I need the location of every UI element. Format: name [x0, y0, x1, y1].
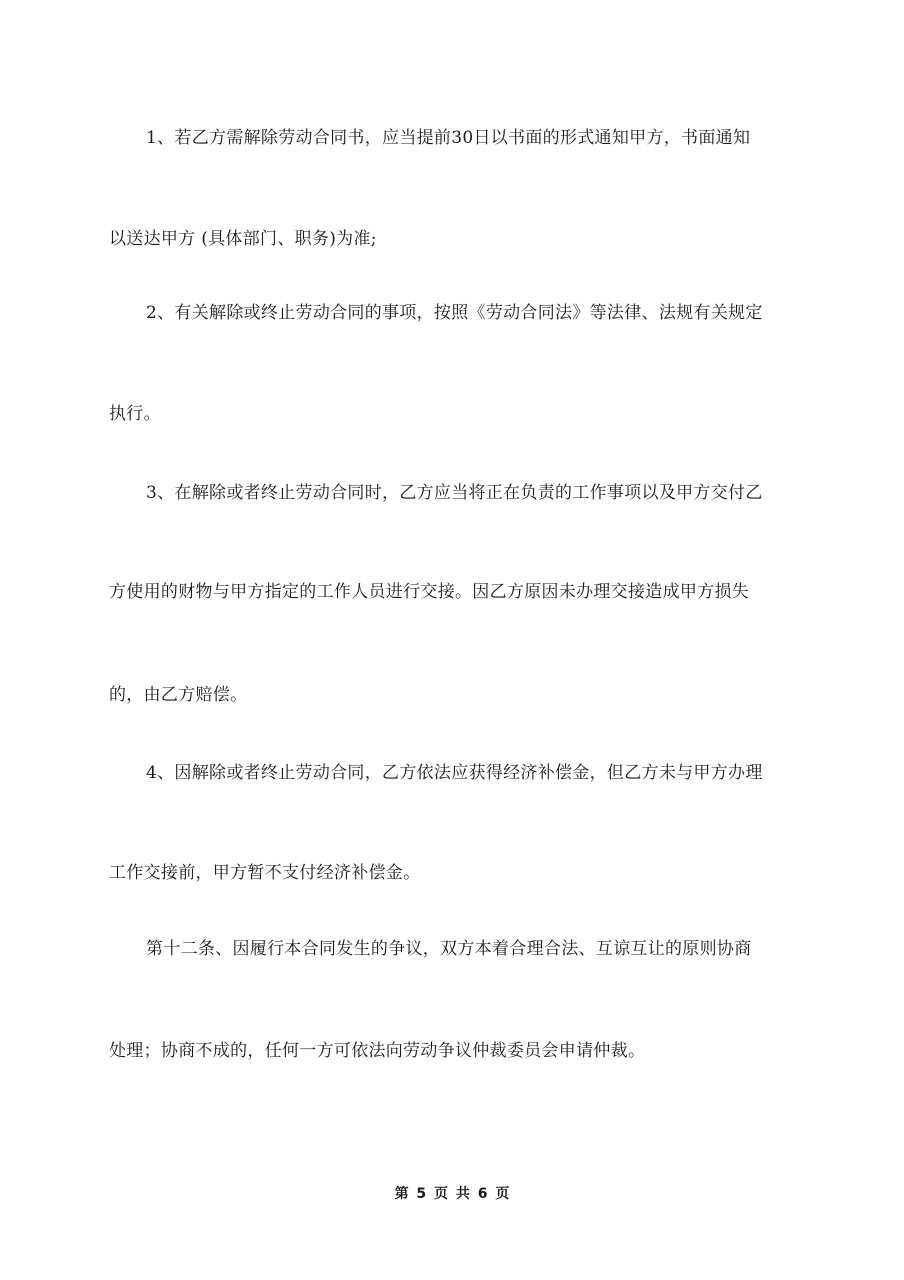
paragraph-4-line-2: 工作交接前，甲方暂不支付经济补偿金。 [109, 863, 421, 883]
paragraph-1-line-1: 1、若乙方需解除劳动合同书，应当提前30日以书面的形式通知甲方，书面通知 [146, 128, 751, 148]
paragraph-2-line-2: 执行。 [109, 404, 161, 424]
paragraph-4-line-1: 4、因解除或者终止劳动合同，乙方依法应获得经济补偿金，但乙方未与甲方办理 [146, 763, 763, 783]
page-number-footer: 第 5 页 共 6 页 [394, 1186, 510, 1202]
paragraph-3-line-2: 方使用的财物与甲方指定的工作人员进行交接。因乙方原因未办理交接造成甲方损失 [109, 582, 750, 602]
paragraph-1-line-2: 以送达甲方 (具体部门、职务)为准; [109, 229, 377, 249]
article-12-line-2: 处理；协商不成的，任何一方可依法向劳动争议仲裁委员会申请仲裁。 [109, 1041, 646, 1061]
paragraph-3-line-3: 的，由乙方赔偿。 [109, 685, 248, 705]
paragraph-3-line-1: 3、在解除或者终止劳动合同时，乙方应当将正在负责的工作事项以及甲方交付乙 [146, 483, 763, 503]
paragraph-2-line-1: 2、有关解除或终止劳动合同的事项，按照《劳动合同法》等法律、法规有关规定 [146, 303, 763, 323]
article-12-line-1: 第十二条、因履行本合同发生的争议，双方本着合理合法、互谅互让的原则协商 [146, 939, 752, 959]
